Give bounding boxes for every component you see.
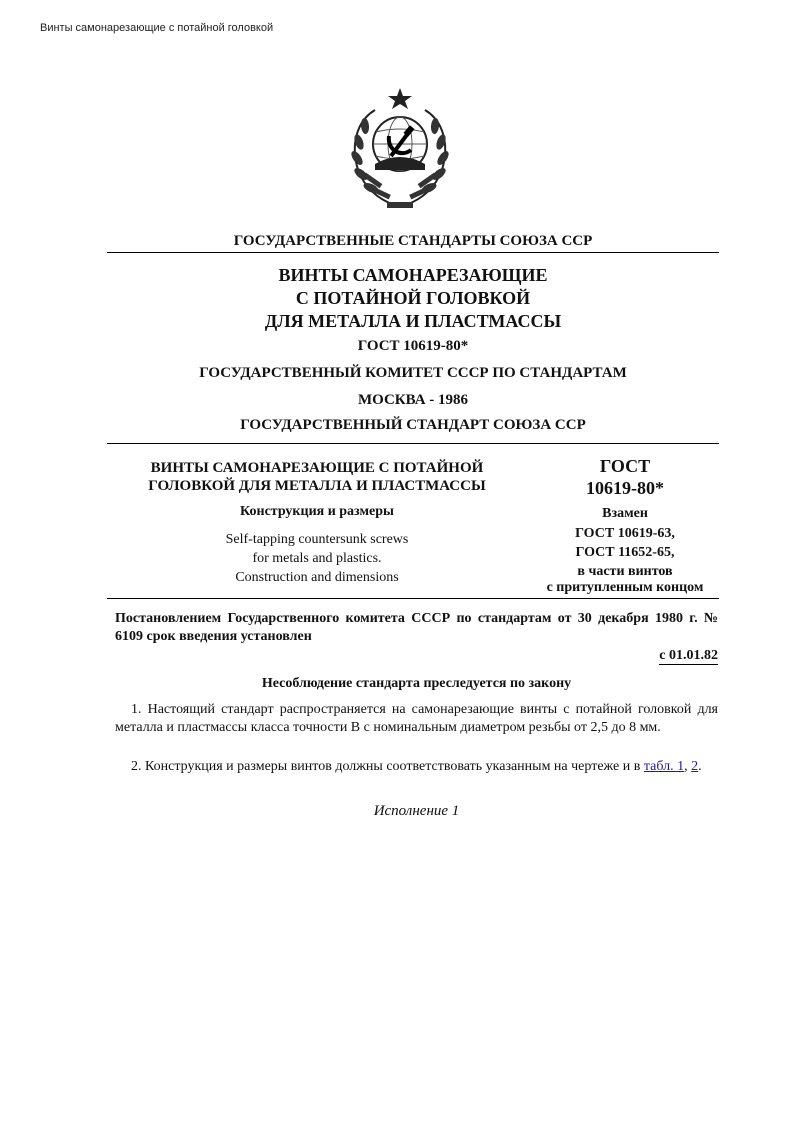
paragraph-1: 1. Настоящий стандарт распространяется на самонарезающие винты с потайной головкой для металла и пластмассы класса точности В с номинальным диаметром резьбы от 2,5 до 8 мм. bbox=[115, 702, 718, 735]
english-title-line: Self-tapping countersunk screws bbox=[225, 532, 409, 547]
cover-title-line: С ПОТАЙНОЙ ГОЛОВКОЙ bbox=[295, 288, 531, 308]
variant-heading: Исполнение 1 bbox=[373, 803, 460, 819]
replacement-scope-line: в части винтов bbox=[577, 564, 673, 579]
city-year: МОСКВА - 1986 bbox=[357, 392, 469, 408]
soviet-state-emblem-icon bbox=[349, 84, 451, 218]
separator: , bbox=[684, 759, 692, 774]
cover-title-line: ДЛЯ МЕТАЛЛА И ПЛАСТМАССЫ bbox=[264, 311, 562, 331]
period: . bbox=[698, 759, 702, 774]
committee-name: ГОСУДАРСТВЕННЫЙ КОМИТЕТ СССР ПО СТАНДАРТАМ bbox=[199, 365, 627, 381]
replacement-scope bbox=[530, 564, 720, 596]
english-title-line: Construction and dimensions bbox=[235, 570, 399, 585]
cover-title-line: ВИНТЫ САМОНАРЕЗАЮЩИЕ bbox=[278, 265, 548, 285]
page-header: Винты самонарезающие с потайной головкой bbox=[40, 22, 274, 34]
replacement-scope-line: с притупленным концом bbox=[546, 580, 704, 595]
effective-date: с 01.01.82 bbox=[659, 648, 718, 663]
replace-label: Взамен bbox=[602, 506, 648, 521]
standard-subtitle: Конструкция и размеры bbox=[240, 504, 394, 519]
english-title-line: for metals and plastics. bbox=[252, 551, 382, 566]
paragraph-2 bbox=[115, 758, 718, 776]
divider bbox=[107, 598, 719, 599]
standard-title-line: ГОЛОВКОЙ ДЛЯ МЕТАЛЛА И ПЛАСТМАССЫ bbox=[148, 478, 486, 494]
cover-title bbox=[107, 264, 719, 333]
divider bbox=[107, 443, 719, 444]
gost-designation bbox=[530, 455, 720, 499]
replaced-standards bbox=[530, 524, 720, 562]
table-1-link[interactable]: табл. 1 bbox=[643, 759, 685, 774]
replaced-standard: ГОСТ 11652-65, bbox=[575, 545, 675, 560]
decree-text: Постановлением Государственного комитета СССР по стандартам от 30 декабря 1980 г. № 6109 срок введения установлен bbox=[115, 611, 718, 644]
standard-title bbox=[117, 459, 517, 495]
standard-code: ГОСТ 10619-80* bbox=[357, 338, 469, 354]
gost-label: ГОСТ bbox=[599, 456, 651, 476]
divider bbox=[107, 252, 719, 253]
paragraph-2-text: 2. Конструкция и размеры винтов должны соответствовать указанным на чертеже и в bbox=[131, 759, 644, 774]
series-title: ГОСУДАРСТВЕННЫЕ СТАНДАРТЫ СОЮЗА ССР bbox=[233, 233, 593, 249]
replaced-standard: ГОСТ 10619-63, bbox=[575, 526, 675, 541]
standard-heading: ГОСУДАРСТВЕННЫЙ СТАНДАРТ СОЮЗА ССР bbox=[240, 417, 586, 433]
gost-number: 10619-80* bbox=[586, 478, 664, 498]
legal-warning: Несоблюдение стандарта преследуется по закону bbox=[261, 676, 572, 691]
standard-title-line: ВИНТЫ САМОНАРЕЗАЮЩИЕ С ПОТАЙНОЙ bbox=[150, 460, 484, 476]
english-title bbox=[117, 530, 517, 587]
table-2-link[interactable]: 2 bbox=[691, 759, 699, 774]
